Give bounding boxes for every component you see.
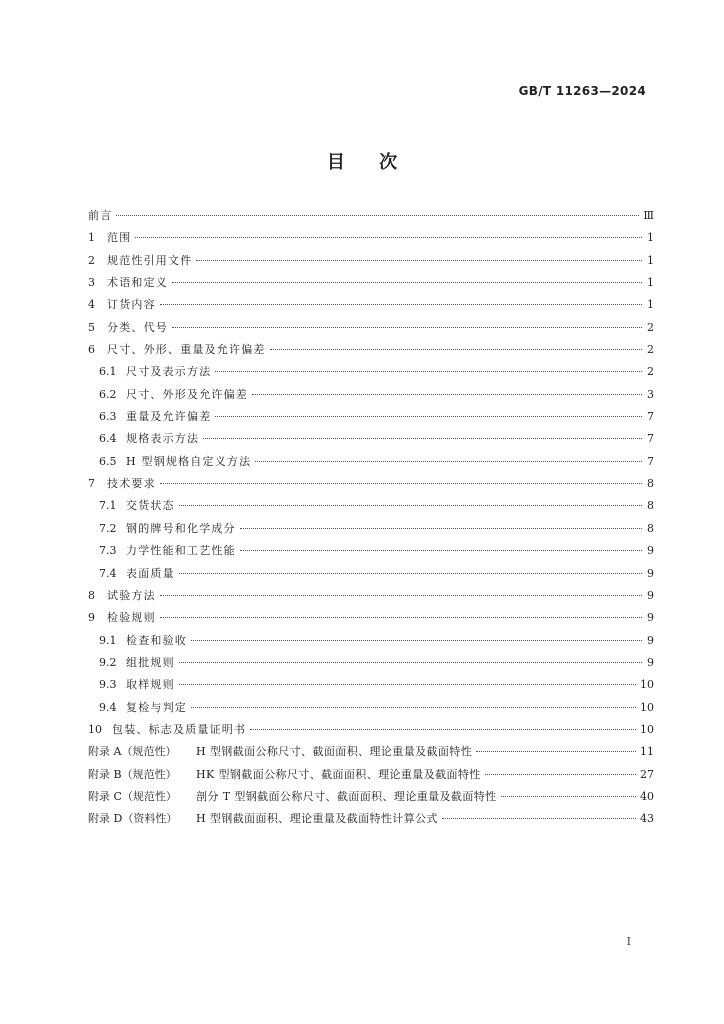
- toc-entry[interactable]: [88, 205, 654, 227]
- toc-entry-label: 表面质量: [126, 566, 175, 580]
- toc-entry[interactable]: [88, 317, 654, 339]
- dot-leader: [252, 394, 642, 395]
- page-number: I: [626, 935, 631, 948]
- dot-leader: [160, 304, 642, 305]
- toc-entry-label: 钢的牌号和化学成分: [126, 521, 236, 535]
- toc-entry-page: 2: [647, 343, 654, 357]
- toc-entry-number: 附录 B（规范性）: [88, 767, 177, 781]
- toc-entry-label: 前言: [88, 209, 113, 222]
- toc-entry-page: 2: [647, 320, 654, 334]
- toc-entry-label: 重量及允许偏差: [126, 410, 212, 424]
- toc-entry[interactable]: [88, 741, 654, 763]
- toc-entry-label: 技术要求: [107, 477, 156, 491]
- toc-entry-page: 7: [647, 410, 654, 424]
- toc-entry-number: 附录 C（规范性）: [88, 789, 177, 803]
- dot-leader: [179, 573, 642, 574]
- toc-entry-label: H 型钢截面公称尺寸、截面面积、理论重量及截面特性: [196, 745, 473, 759]
- toc-entry-label: 范围: [107, 231, 132, 245]
- toc-entry-label: 试验方法: [107, 588, 156, 602]
- toc-entry[interactable]: [88, 428, 654, 450]
- dot-leader: [240, 550, 642, 551]
- dot-leader: [172, 282, 642, 283]
- toc-entry-label: 力学性能和工艺性能: [126, 544, 236, 558]
- toc-entry[interactable]: [88, 786, 654, 808]
- toc-entry-label: H 型钢截面面积、理论重量及截面特性计算公式: [196, 812, 438, 826]
- toc-entry-page: 1: [647, 231, 654, 245]
- toc-entry-number: 7.4: [99, 566, 117, 580]
- dot-leader: [215, 371, 642, 372]
- toc-entry[interactable]: [88, 361, 654, 383]
- toc-entry-number: 附录 A（规范性）: [88, 745, 177, 759]
- toc-entry-page: 10: [640, 722, 654, 736]
- toc-entry[interactable]: [88, 406, 654, 428]
- dot-leader: [215, 416, 642, 417]
- toc-entry-page: 9: [647, 544, 654, 558]
- toc-entry-page: 10: [640, 678, 654, 692]
- toc-entry[interactable]: [88, 563, 654, 585]
- toc-entry-page: 1: [647, 253, 654, 267]
- toc-entry-label: H 型钢规格自定义方法: [126, 454, 252, 468]
- toc-entry-page: 1: [647, 276, 654, 290]
- toc-entry-number: 7.3: [99, 544, 117, 558]
- dot-leader: [135, 237, 642, 238]
- toc-entry-number: 7: [88, 477, 95, 491]
- toc-entry-label: 检验规则: [107, 611, 156, 625]
- dot-leader: [179, 684, 636, 685]
- dot-leader: [476, 751, 636, 752]
- toc-entry-number: 7.1: [99, 499, 117, 513]
- toc-entry-number: 9.4: [99, 700, 117, 714]
- toc-entry-page: Ⅲ: [643, 209, 654, 222]
- dot-leader: [442, 818, 636, 819]
- dot-leader: [191, 640, 642, 641]
- dot-leader: [172, 327, 642, 328]
- toc-entry-label: 交货状态: [126, 499, 175, 513]
- toc-entry-number: 6: [88, 343, 95, 357]
- toc-entry-number: 6.3: [99, 410, 117, 424]
- toc-entry[interactable]: [88, 652, 654, 674]
- dot-leader: [196, 260, 642, 261]
- toc-entry[interactable]: [88, 697, 654, 719]
- toc-entry-number: 9.2: [99, 655, 117, 669]
- toc-entry[interactable]: [88, 495, 654, 517]
- toc-entry-label: 规格表示方法: [126, 432, 200, 446]
- toc-entry-number: 3: [88, 276, 95, 290]
- toc-entry-page: 8: [647, 499, 654, 513]
- toc-entry-page: 3: [647, 387, 654, 401]
- dot-leader: [179, 505, 642, 506]
- page-title: 目 次: [326, 152, 398, 173]
- toc-entry-page: 8: [647, 521, 654, 535]
- toc-entry-label: 分类、代号: [107, 320, 168, 334]
- toc-entry-number: 5: [88, 320, 95, 334]
- toc-entry-label: 取样规则: [126, 678, 175, 692]
- toc-entry-label: 术语和定义: [107, 276, 168, 290]
- toc-entry[interactable]: [88, 540, 654, 562]
- toc-entry-number: 附录 D（资料性）: [88, 812, 178, 826]
- dot-leader: [160, 595, 642, 596]
- toc-entry-page: 7: [647, 432, 654, 446]
- toc-entry[interactable]: [88, 250, 654, 272]
- toc-entry-label: 尺寸、外形、重量及允许偏差: [107, 343, 266, 357]
- toc-entry-page: 11: [640, 745, 654, 759]
- table-of-contents: [88, 205, 654, 831]
- toc-entry-page: 40: [640, 789, 654, 803]
- toc-entry[interactable]: [88, 272, 654, 294]
- dot-leader: [191, 707, 636, 708]
- toc-entry[interactable]: [88, 719, 654, 741]
- toc-entry[interactable]: [88, 473, 654, 495]
- toc-entry[interactable]: [88, 630, 654, 652]
- dot-leader: [160, 483, 642, 484]
- toc-entry-page: 43: [640, 812, 654, 826]
- toc-entry-page: 9: [647, 566, 654, 580]
- toc-entry[interactable]: [88, 764, 654, 786]
- dot-leader: [255, 461, 642, 462]
- dot-leader: [270, 349, 642, 350]
- toc-entry-label: 规范性引用文件: [107, 253, 193, 267]
- dot-leader: [116, 215, 639, 216]
- dot-leader: [485, 774, 636, 775]
- toc-entry-page: 9: [647, 633, 654, 647]
- standard-code: GB/T 11263—2024: [518, 84, 646, 98]
- toc-entry-number: 2: [88, 253, 95, 267]
- toc-entry-number: 1: [88, 231, 95, 245]
- toc-entry-label: 包装、标志及质量证明书: [112, 722, 247, 736]
- toc-entry-page: 10: [640, 700, 654, 714]
- toc-entry[interactable]: [88, 674, 654, 696]
- toc-entry-number: 6.1: [99, 365, 117, 379]
- toc-entry[interactable]: [88, 518, 654, 540]
- dot-leader: [250, 729, 636, 730]
- dot-leader: [203, 438, 642, 439]
- dot-leader: [160, 617, 642, 618]
- toc-entry[interactable]: [88, 384, 654, 406]
- toc-entry-page: 1: [647, 298, 654, 312]
- toc-entry-number: 8: [88, 588, 95, 602]
- toc-entry-label: 尺寸、外形及允许偏差: [126, 387, 248, 401]
- toc-entry-number: 4: [88, 298, 95, 312]
- toc-entry-page: 9: [647, 588, 654, 602]
- toc-entry-label: 剖分 T 型钢截面公称尺寸、截面面积、理论重量及截面特性: [196, 789, 497, 803]
- toc-entry[interactable]: [88, 294, 654, 316]
- toc-entry-page: 8: [647, 477, 654, 491]
- toc-entry[interactable]: [88, 808, 654, 830]
- toc-entry-page: 27: [640, 767, 654, 781]
- dot-leader: [240, 528, 642, 529]
- toc-entry-number: 9.1: [99, 633, 117, 647]
- dot-leader: [179, 662, 642, 663]
- toc-entry-label: 复检与判定: [126, 700, 187, 714]
- toc-entry[interactable]: [88, 227, 654, 249]
- dot-leader: [501, 796, 636, 797]
- toc-entry[interactable]: [88, 339, 654, 361]
- toc-entry-number: 6.2: [99, 387, 117, 401]
- toc-entry-label: 尺寸及表示方法: [126, 365, 212, 379]
- toc-entry-label: 订货内容: [107, 298, 156, 312]
- toc-entry-number: 7.2: [99, 521, 117, 535]
- toc-entry[interactable]: [88, 607, 654, 629]
- toc-entry-label: HK 型钢截面公称尺寸、截面面积、理论重量及截面特性: [196, 767, 481, 781]
- toc-entry-page: 2: [647, 365, 654, 379]
- toc-entry[interactable]: [88, 451, 654, 473]
- toc-entry[interactable]: [88, 585, 654, 607]
- toc-entry-page: 9: [647, 611, 654, 625]
- toc-entry-number: 9: [88, 611, 95, 625]
- toc-entry-number: 9.3: [99, 678, 117, 692]
- toc-entry-number: 6.4: [99, 432, 117, 446]
- toc-entry-number: 6.5: [99, 454, 117, 468]
- toc-entry-label: 检查和验收: [126, 633, 187, 647]
- toc-entry-page: 7: [647, 454, 654, 468]
- toc-entry-page: 9: [647, 655, 654, 669]
- toc-entry-number: 10: [88, 722, 102, 736]
- toc-entry-label: 组批规则: [126, 655, 175, 669]
